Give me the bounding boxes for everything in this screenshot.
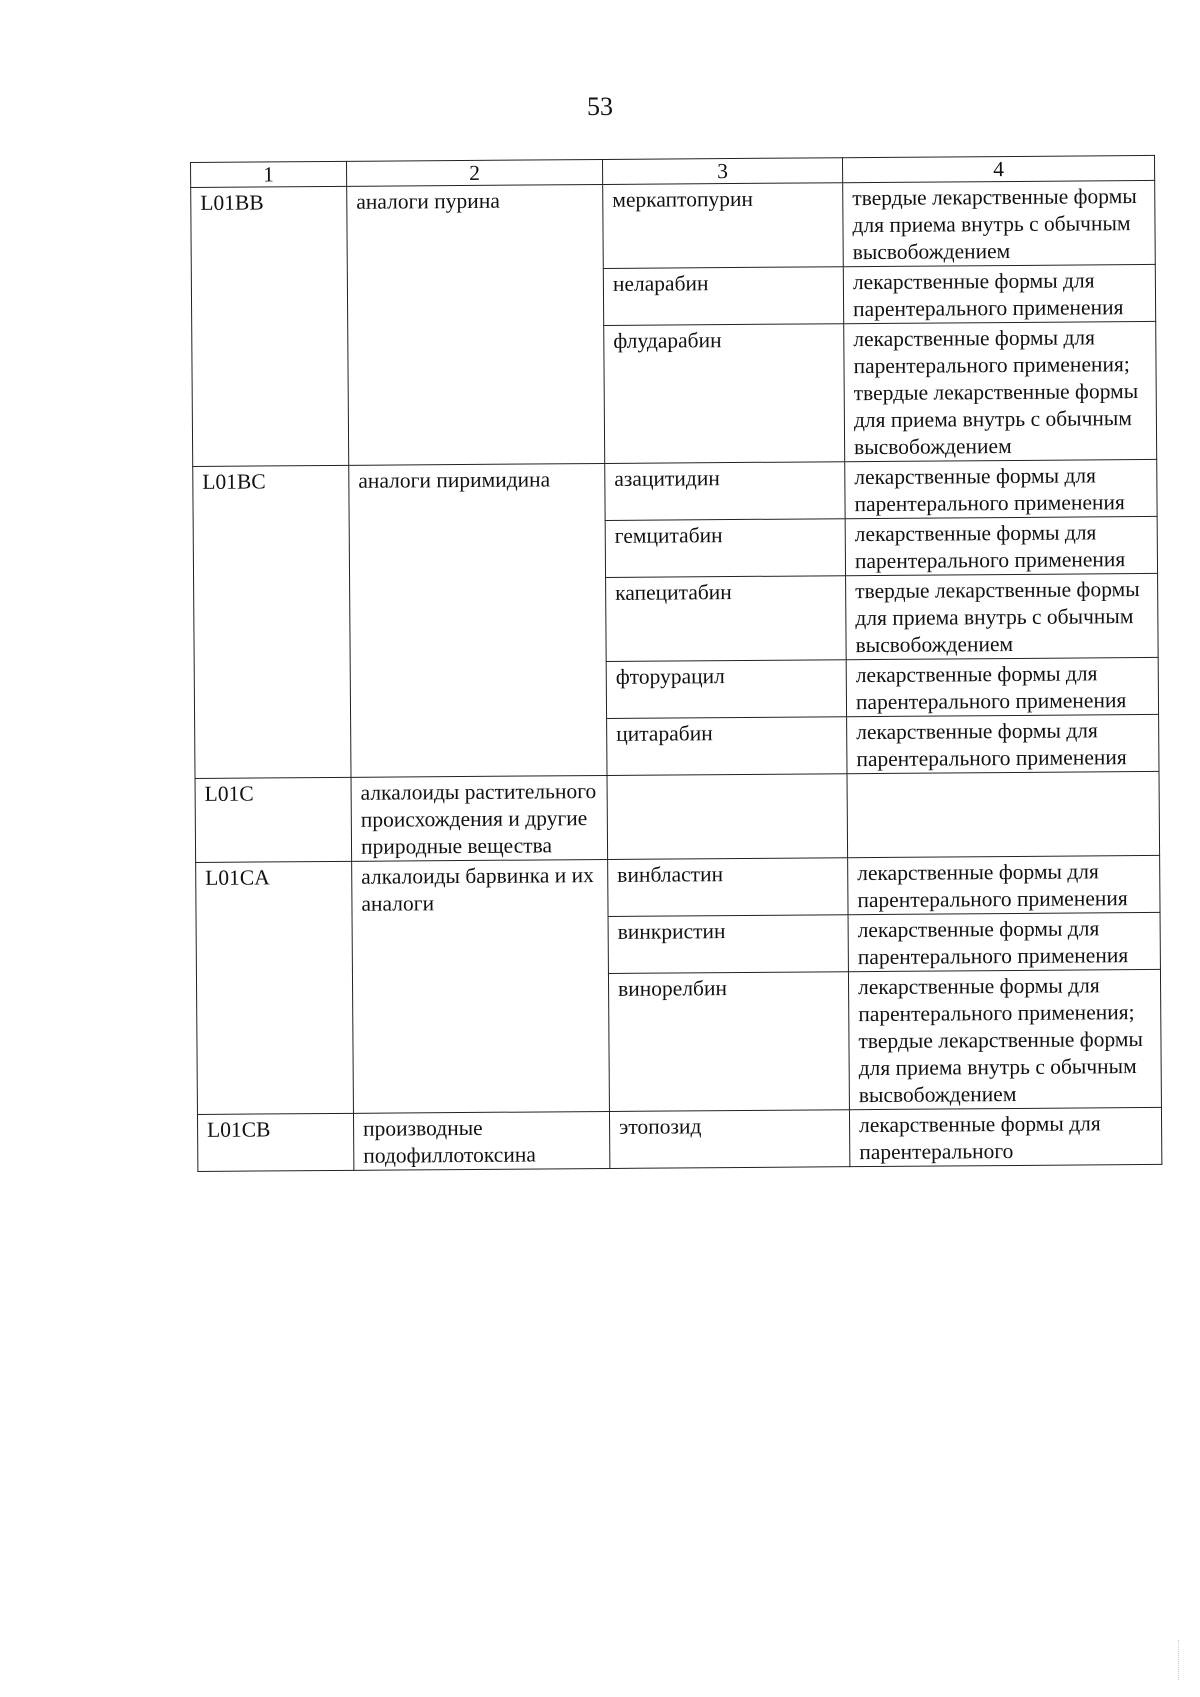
dosage-form: лекарственные формы для парентерального применения; твердые лекарственные формы для приема внутрь с обычным высвобождением	[844, 321, 1157, 461]
column-header-2: 2	[346, 159, 602, 186]
drug-name: флударабин	[604, 324, 845, 464]
column-header-1: 1	[191, 161, 347, 187]
drug-name: винкристин	[608, 915, 848, 974]
table-row	[195, 771, 1160, 862]
dosage-form: твердые лекарственные формы для приема внутрь с обычным высвобождением	[843, 180, 1156, 266]
drug-name: неларабин	[603, 267, 843, 326]
atc-code: L01BC	[193, 465, 351, 778]
drug-name: винорелбин	[608, 972, 849, 1112]
drug-name: азацитидин	[605, 462, 845, 521]
dosage-form: лекарственные формы для парентерального применения; твердые лекарственные формы для приема внутрь с обычным высвобождением	[848, 969, 1161, 1109]
drug-name: цитарабин	[607, 717, 847, 776]
drug-name: винбластин	[608, 858, 848, 917]
atc-code: L01C	[195, 777, 352, 862]
dosage-form: лекарственные формы для парентерального применения	[848, 855, 1160, 914]
dosage-form: лекарственные формы для парентерального применения	[848, 912, 1160, 971]
group-name: аналоги пиримидина	[349, 463, 607, 777]
dosage-form: лекарственные формы для парентерального применения	[843, 264, 1155, 323]
table-row	[193, 459, 1157, 523]
group-name: аналоги пурина	[347, 184, 605, 465]
dosage-form: лекарственные формы для парентерального применения	[846, 657, 1158, 716]
atc-code: L01BB	[191, 186, 349, 466]
drug-name	[607, 774, 848, 860]
scan-margin-mark	[1178, 1640, 1181, 1680]
group-name: алкалоиды растительного происхождения и другие природные вещества	[351, 775, 608, 861]
drug-name: гемцитабин	[605, 519, 845, 578]
drug-classification-table	[190, 155, 1162, 1172]
dosage-form: лекарственные формы для парентерального применения	[845, 459, 1157, 518]
table-row	[191, 180, 1156, 271]
drug-name: меркаптопурин	[603, 183, 844, 269]
dosage-form	[847, 771, 1160, 857]
page-number: 53	[587, 92, 613, 121]
atc-code: L01CB	[197, 1113, 353, 1171]
drug-name: капецитабин	[606, 576, 847, 662]
atc-code: L01CA	[196, 861, 354, 1114]
group-name: алкалоиды барвинка и их аналоги	[352, 859, 610, 1113]
dosage-form: лекарственные формы для парентерального применения	[847, 714, 1159, 773]
dosage-form: лекарственные формы для парентерального применения	[845, 516, 1157, 575]
drug-name: этопозид	[609, 1110, 849, 1169]
table-row	[196, 855, 1160, 919]
group-name: производные подофиллотоксина	[353, 1111, 609, 1170]
table-row	[197, 1107, 1161, 1171]
column-header-3: 3	[602, 158, 842, 185]
dosage-form: твердые лекарственные формы для приема внутрь с обычным высвобождением	[846, 573, 1159, 659]
column-header-4: 4	[842, 155, 1154, 182]
dosage-form: лекарственные формы для парентерального	[849, 1107, 1161, 1166]
drug-name: фторурацил	[606, 660, 846, 719]
